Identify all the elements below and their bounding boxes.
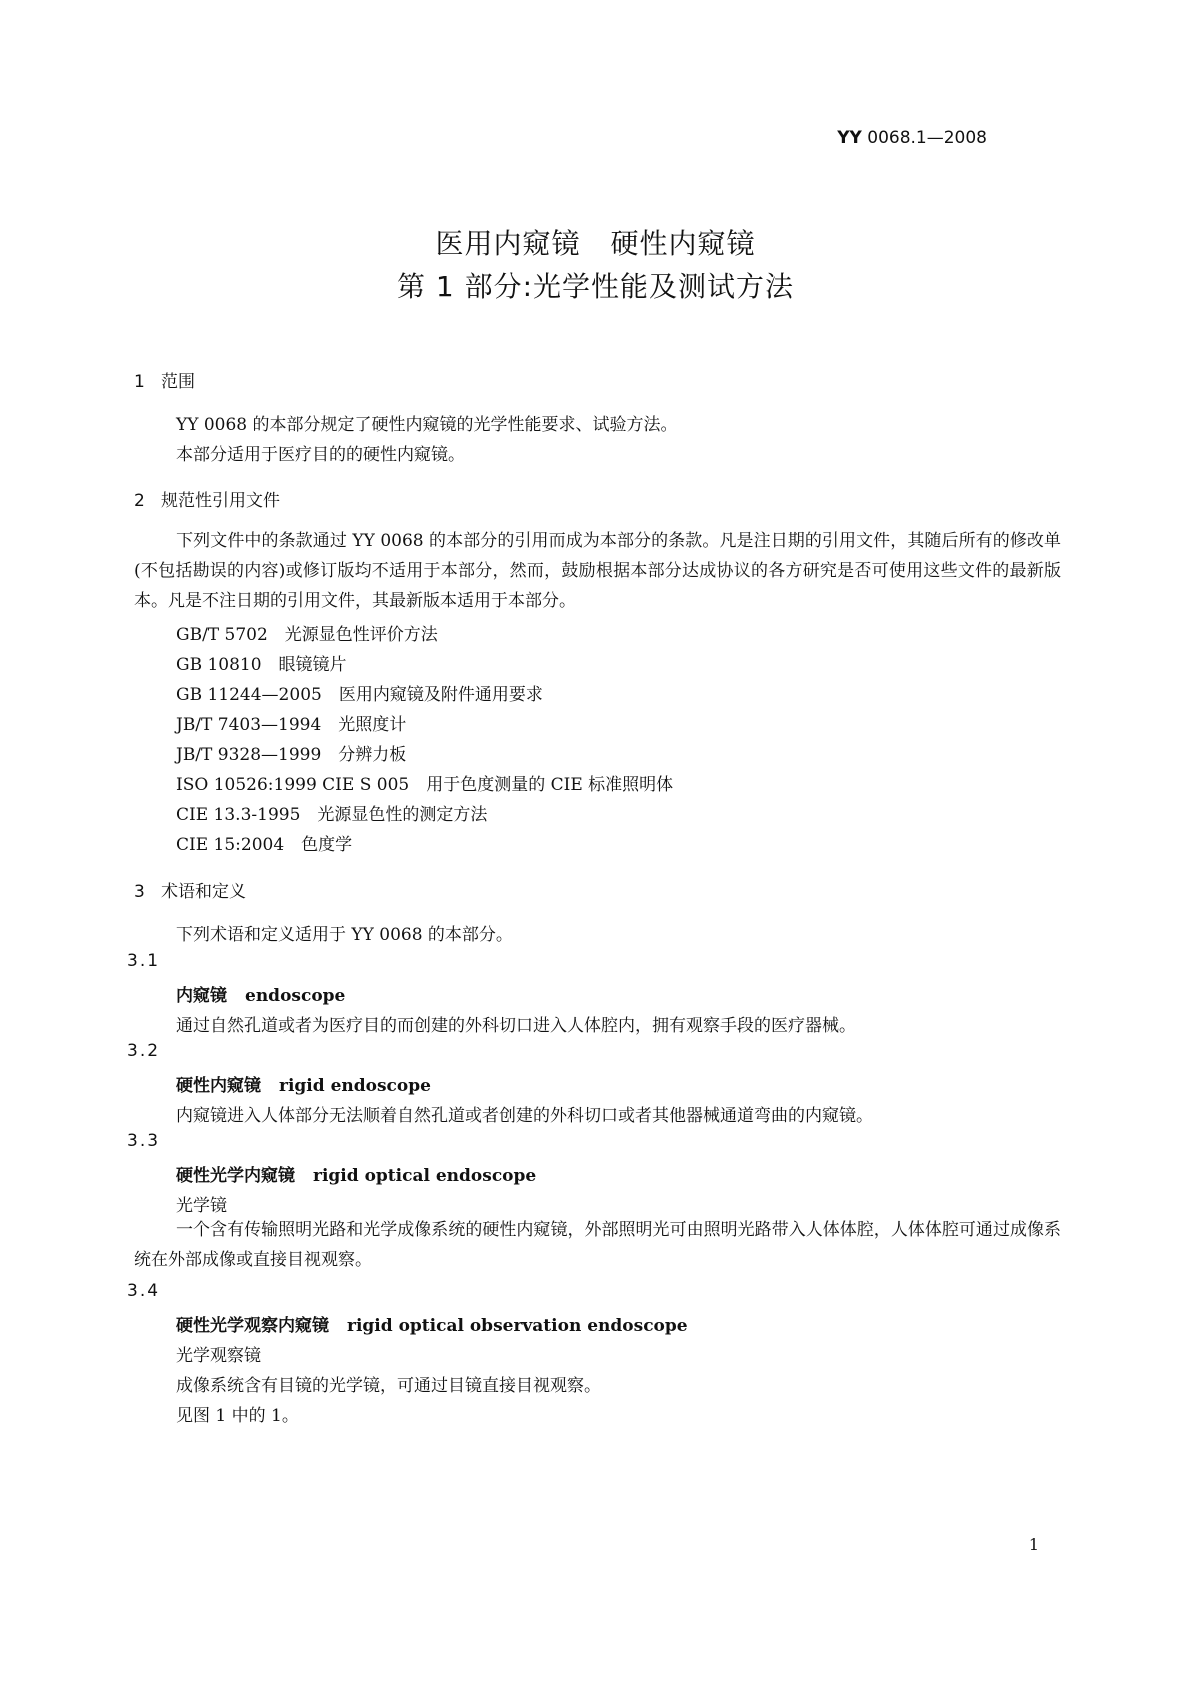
term-name-en: rigid optical observation endoscope [347,1316,688,1336]
title-part1: 医用内窥镜 [435,227,581,260]
term-name-zh: 硬性光学观察内窥镜 [176,1316,329,1336]
standard-code [837,128,987,148]
section-3-intro: 下列术语和定义适用于 YY 0068 的本部分。 [176,925,513,945]
section-2-heading [134,486,280,511]
term-name [176,1071,431,1096]
term-name [176,981,345,1006]
reference-item: CIE 13.3-1995 光源显色性的测定方法 [176,805,488,825]
title-part2: 硬性内窥镜 [610,227,756,260]
reference-item: GB/T 5702 光源显色性评价方法 [176,625,438,645]
term-name-en: rigid optical endoscope [313,1166,537,1186]
reference-item: CIE 15:2004 色度学 [176,835,353,855]
reference-item: ISO 10526:1999 CIE S 005 用于色度测量的 CIE 标准照明体 [176,775,674,795]
term-number: 3.3 [127,1131,161,1151]
term-name-zh: 硬性光学内窥镜 [176,1166,295,1186]
term-definition [134,1215,1061,1275]
term-definition: 成像系统含有目镜的光学镜，可通过目镜直接目视观察。 [176,1376,601,1396]
term-number: 3.4 [127,1281,161,1301]
term-definition: 通过自然孔道或者为医疗目的而创建的外科切口进入人体腔内，拥有观察手段的医疗器械。 [176,1016,856,1036]
reference-item: JB/T 7403—1994 光照度计 [176,715,407,735]
reference-item: GB 10810 眼镜镜片 [176,655,347,675]
standard-code-prefix: YY [837,128,862,148]
term-name-en: endoscope [245,986,346,1006]
section-number: 1 [134,372,145,392]
section-2-intro-text: 下列文件中的条款通过 YY 0068 的本部分的引用而成为本部分的条款。凡是注日期的引用文件，其随后所有的修改单(不包括勘误的内容)或修订版均不适用于本部分，然而，鼓励根据本部分达成协议的各方研究是否可使用这些文件的最新版本。凡是不注日期的引用文件，其最新版本适用于本部分。 [134,531,1061,611]
section-title: 范围 [161,372,195,392]
term-number: 3.2 [127,1041,161,1061]
reference-item: JB/T 9328—1999 分辨力板 [176,745,407,765]
section-1-paragraph-2: 本部分适用于医疗目的的硬性内窥镜。 [176,445,465,465]
section-1-paragraph-1: YY 0068 的本部分规定了硬性内窥镜的光学性能要求、试验方法。 [176,415,678,435]
term-definition-text: 一个含有传输照明光路和光学成像系统的硬性内窥镜，外部照明光可由照明光路带入人体体腔，人体体腔可通过成像系统在外部成像或直接目视观察。 [134,1220,1061,1270]
term-name-en: rigid endoscope [279,1076,431,1096]
section-number: 2 [134,491,145,511]
term-alternative-name: 光学观察镜 [176,1346,261,1366]
section-number: 3 [134,882,145,902]
term-name [176,1311,688,1336]
term-alternative-name: 光学镜 [176,1196,227,1216]
term-note: 见图 1 中的 1。 [176,1406,299,1426]
document-title-line2: 第 1 部分:光学性能及测试方法 [396,270,795,303]
term-number: 3.1 [127,951,161,971]
standard-code-number: 0068.1—2008 [861,128,987,148]
term-name-zh: 内窥镜 [176,986,227,1006]
reference-item: GB 11244—2005 医用内窥镜及附件通用要求 [176,685,543,705]
term-name [176,1161,536,1186]
page-number: 1 [1028,1535,1039,1554]
section-1-heading [134,367,195,392]
term-definition: 内窥镜进入人体部分无法顺着自然孔道或者创建的外科切口或者其他器械通道弯曲的内窥镜。 [176,1106,873,1126]
term-name-zh: 硬性内窥镜 [176,1076,261,1096]
section-title: 术语和定义 [161,882,246,902]
section-3-heading [134,877,246,902]
document-title-line1 [0,222,1191,262]
section-2-intro [134,526,1061,616]
section-title: 规范性引用文件 [161,491,280,511]
